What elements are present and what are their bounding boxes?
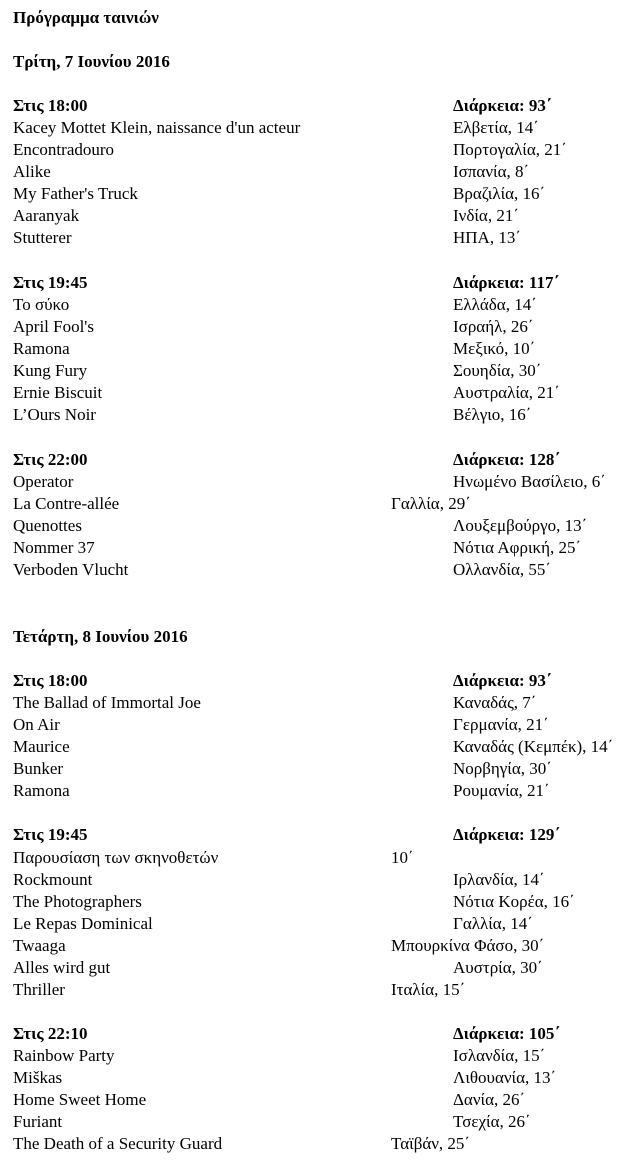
film-info: ΗΠΑ, 13΄ [453, 228, 521, 247]
film-title: Encontradouro [13, 140, 115, 159]
film-info: Βραζιλία, 16΄ [453, 184, 546, 203]
film-title: Παρουσίαση των σκηνοθετών [13, 848, 219, 867]
film-info: Γαλλία, 14΄ [453, 914, 533, 933]
film-title: The Photographers [13, 892, 142, 911]
film-info: Λουξεμβούργο, 13΄ [453, 516, 588, 535]
film-title: Nommer 37 [13, 538, 95, 557]
session-duration: Διάρκεια: 117΄ [453, 273, 560, 292]
film-title: Verboden Vlucht [13, 560, 129, 579]
film-title: Furiant [13, 1112, 63, 1131]
film-info: Νότια Κορέα, 16΄ [453, 892, 575, 911]
film-info: Ταϊβάν, 25΄ [391, 1134, 471, 1153]
film-title: Kacey Mottet Klein, naissance d'un acteur [13, 118, 301, 137]
film-title: Le Repas Dominical [13, 914, 153, 933]
film-title: Home Sweet Home [13, 1090, 147, 1109]
film-title: Quenottes [13, 516, 82, 535]
film-info: Ισπανία, 8΄ [453, 162, 530, 181]
session-time: Στις 22:00 [13, 450, 88, 469]
film-title: The Death of a Security Guard [13, 1134, 223, 1153]
film-info: Ελλάδα, 14΄ [453, 295, 537, 314]
film-info: Γερμανία, 21΄ [453, 715, 549, 734]
film-title: Alles wird gut [13, 958, 111, 977]
session-time: Στις 22:10 [13, 1024, 88, 1043]
day-heading: Τρίτη, 7 Ιουνίου 2016 [13, 52, 170, 71]
film-info: Ιρλανδία, 14΄ [453, 870, 545, 889]
session-duration: Διάρκεια: 129΄ [453, 825, 561, 844]
film-title: Twaaga [13, 936, 66, 955]
film-info: Δανία, 26΄ [453, 1090, 526, 1109]
film-info: Τσεχία, 26΄ [453, 1112, 531, 1131]
film-title: La Contre-allée [13, 494, 120, 513]
film-title: Kung Fury [13, 361, 88, 380]
film-title: Maurice [13, 737, 70, 756]
film-info: Καναδάς, 7΄ [453, 693, 537, 712]
film-info: Μεξικό, 10΄ [453, 339, 536, 358]
film-title: Ernie Biscuit [13, 383, 103, 402]
film-title: L’Ours Noir [13, 405, 96, 424]
film-title: The Ballad of Immortal Joe [13, 693, 201, 712]
film-info: Νότια Αφρική, 25΄ [453, 538, 582, 557]
film-info: Αυστρία, 30΄ [453, 958, 543, 977]
film-title: Stutterer [13, 228, 72, 247]
film-title: Rockmount [13, 870, 93, 889]
session-time: Στις 18:00 [13, 671, 88, 690]
film-info: 10΄ [391, 848, 414, 867]
day-heading: Τετάρτη, 8 Ιουνίου 2016 [13, 627, 188, 646]
film-info: Ινδία, 21΄ [453, 206, 519, 225]
film-title: Ramona [13, 339, 70, 358]
film-title: Rainbow Party [13, 1046, 115, 1065]
film-title: Το σύκο [13, 295, 70, 314]
film-title: Bunker [13, 759, 64, 778]
film-info: Ισραήλ, 26΄ [453, 317, 534, 336]
film-title: April Fool's [13, 317, 94, 336]
session-time: Στις 18:00 [13, 96, 88, 115]
document-title: Πρόγραμμα ταινιών [13, 8, 159, 27]
film-info: Ολλανδία, 55΄ [453, 560, 552, 579]
film-info: Μπουρκίνα Φάσο, 30΄ [391, 936, 545, 955]
session-time: Στις 19:45 [13, 273, 88, 292]
film-title: Thriller [13, 980, 65, 999]
film-title: Miškas [13, 1068, 63, 1087]
film-info: Ρουμανία, 21΄ [453, 781, 550, 800]
film-info: Λιθουανία, 13΄ [453, 1068, 557, 1087]
film-info: Ιταλία, 15΄ [391, 980, 466, 999]
film-title: On Air [13, 715, 60, 734]
session-duration: Διάρκεια: 93΄ [453, 96, 552, 115]
session-duration: Διάρκεια: 93΄ [453, 671, 552, 690]
film-info: Γαλλία, 29΄ [391, 494, 471, 513]
film-info: Αυστραλία, 21΄ [453, 383, 560, 402]
film-title: Alike [13, 162, 51, 181]
film-info: Ηνωμένο Βασίλειο, 6΄ [453, 472, 606, 491]
film-title: Aaranyak [13, 206, 80, 225]
film-info: Ισλανδία, 15΄ [453, 1046, 546, 1065]
film-info: Καναδάς (Κεμπέκ), 14΄ [453, 737, 614, 756]
session-duration: Διάρκεια: 105΄ [453, 1024, 561, 1043]
film-info: Σουηδία, 30΄ [453, 361, 542, 380]
film-info: Νορβηγία, 30΄ [453, 759, 552, 778]
film-info: Βέλγιο, 16΄ [453, 405, 532, 424]
film-title: My Father's Truck [13, 184, 138, 203]
film-info: Πορτογαλία, 21΄ [453, 140, 567, 159]
session-time: Στις 19:45 [13, 825, 88, 844]
film-title: Ramona [13, 781, 70, 800]
session-duration: Διάρκεια: 128΄ [453, 450, 561, 469]
film-info: Ελβετία, 14΄ [453, 118, 539, 137]
film-title: Operator [13, 472, 74, 491]
